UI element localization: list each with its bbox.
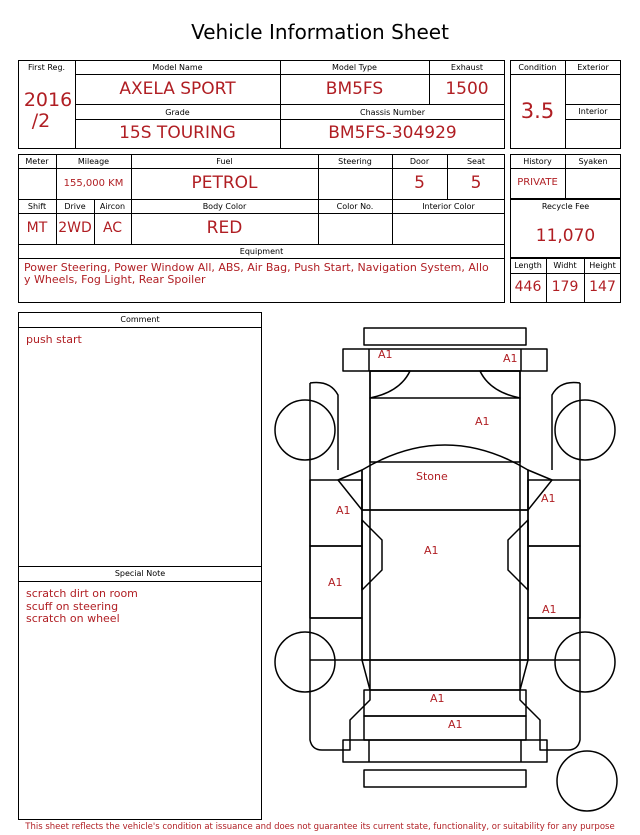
special-note-value: scratch dirt on room scuff on steering scratch on wheel xyxy=(26,587,138,625)
condition-value: 3.5 xyxy=(520,99,555,123)
aircon-value: AC xyxy=(102,220,123,236)
interior-color-label: Interior Color xyxy=(422,202,475,211)
door-value: 5 xyxy=(414,173,425,193)
fuel-value: PETROL xyxy=(191,173,258,193)
length-label: Length xyxy=(514,261,542,270)
damage-left-rear-door: A1 xyxy=(328,576,343,589)
damage-front-right-bumper: A1 xyxy=(503,352,518,365)
exhaust-value: 1500 xyxy=(445,79,489,99)
first-reg-year: 2016 xyxy=(23,89,73,111)
model-name-value: AXELA SPORT xyxy=(119,79,236,99)
damage-right-front-door: A1 xyxy=(541,492,556,505)
disclaimer-footer: This sheet reflects the vehicle's condition at issuance and does not guarantee its current state, functionality, or suitability for any purpose xyxy=(25,822,615,832)
meter-label: Meter xyxy=(25,157,49,166)
recycle-fee-value: 11,070 xyxy=(535,226,596,246)
interior-label: Interior xyxy=(578,107,608,116)
exterior-label: Exterior xyxy=(577,63,609,72)
seat-value: 5 xyxy=(470,173,482,193)
recycle-fee-label: Recycle Fee xyxy=(541,202,590,211)
aircon-label: Aircon xyxy=(99,202,126,211)
drive-value: 2WD xyxy=(58,220,92,236)
first-reg-label: First Reg. xyxy=(27,63,66,72)
front-left-wheel xyxy=(275,400,335,460)
damage-right-rear-door: A1 xyxy=(542,603,557,616)
steering-label: Steering xyxy=(338,157,372,166)
comment-label: Comment xyxy=(120,315,160,324)
damage-hood: A1 xyxy=(475,415,490,428)
chassis-number-label: Chassis Number xyxy=(360,108,425,117)
length-value: 446 xyxy=(514,279,542,295)
grade-value: 15S TOURING xyxy=(119,123,236,143)
mileage-label: Mileage xyxy=(77,157,110,166)
grade-label: Grade xyxy=(165,108,190,117)
rear-bumper-diagram xyxy=(343,740,547,787)
damage-rear-window: A1 xyxy=(430,692,445,705)
body-color-label: Body Color xyxy=(202,202,247,211)
history-value: PRIVATE xyxy=(517,177,558,188)
first-reg-month: /2 xyxy=(31,110,51,132)
width-value: 179 xyxy=(551,279,579,295)
damage-roof: A1 xyxy=(424,544,439,557)
syaken-label: Syaken xyxy=(578,157,608,166)
condition-label: Condition xyxy=(518,63,557,72)
chassis-number-value: BM5FS-304929 xyxy=(328,123,457,143)
spare-wheel xyxy=(557,751,617,811)
shift-value: MT xyxy=(26,220,48,236)
drive-label: Drive xyxy=(64,202,86,211)
model-type-label: Model Type xyxy=(332,63,377,72)
car-damage-diagram xyxy=(262,318,632,820)
color-no-label: Color No. xyxy=(336,202,374,211)
rear-right-wheel xyxy=(555,632,615,692)
width-label: Widht xyxy=(553,261,577,270)
comment-value: push start xyxy=(26,333,82,346)
model-name-label: Model Name xyxy=(152,63,203,72)
damage-trunk: A1 xyxy=(448,718,463,731)
height-value: 147 xyxy=(589,279,616,295)
shift-label: Shift xyxy=(27,202,47,211)
body-color-value: RED xyxy=(206,218,243,238)
exhaust-label: Exhaust xyxy=(450,63,484,72)
equipment-label: Equipment xyxy=(239,247,284,256)
special-note-label: Special Note xyxy=(114,569,166,578)
door-label: Door xyxy=(409,157,430,166)
damage-front-left-bumper: A1 xyxy=(378,348,393,361)
car-body-outline xyxy=(310,371,580,750)
model-type-value: BM5FS xyxy=(325,79,384,99)
fuel-label: Fuel xyxy=(216,157,233,166)
fender-diagram xyxy=(310,383,580,471)
damage-windshield: Stone xyxy=(416,470,448,483)
history-label: History xyxy=(523,157,552,166)
mileage-value: 155,000 KM xyxy=(63,178,124,189)
page-title: Vehicle Information Sheet xyxy=(191,20,449,44)
rear-left-wheel xyxy=(275,632,335,692)
front-right-wheel xyxy=(555,400,615,460)
height-label: Height xyxy=(589,261,616,270)
seat-label: Seat xyxy=(466,157,486,166)
equipment-value: Power Steering, Power Window All, ABS, Air Bag, Push Start, Navigation System, Allo y Wheels, Fog Light, Rear Spoiler xyxy=(24,261,489,286)
damage-left-front-door: A1 xyxy=(336,504,351,517)
